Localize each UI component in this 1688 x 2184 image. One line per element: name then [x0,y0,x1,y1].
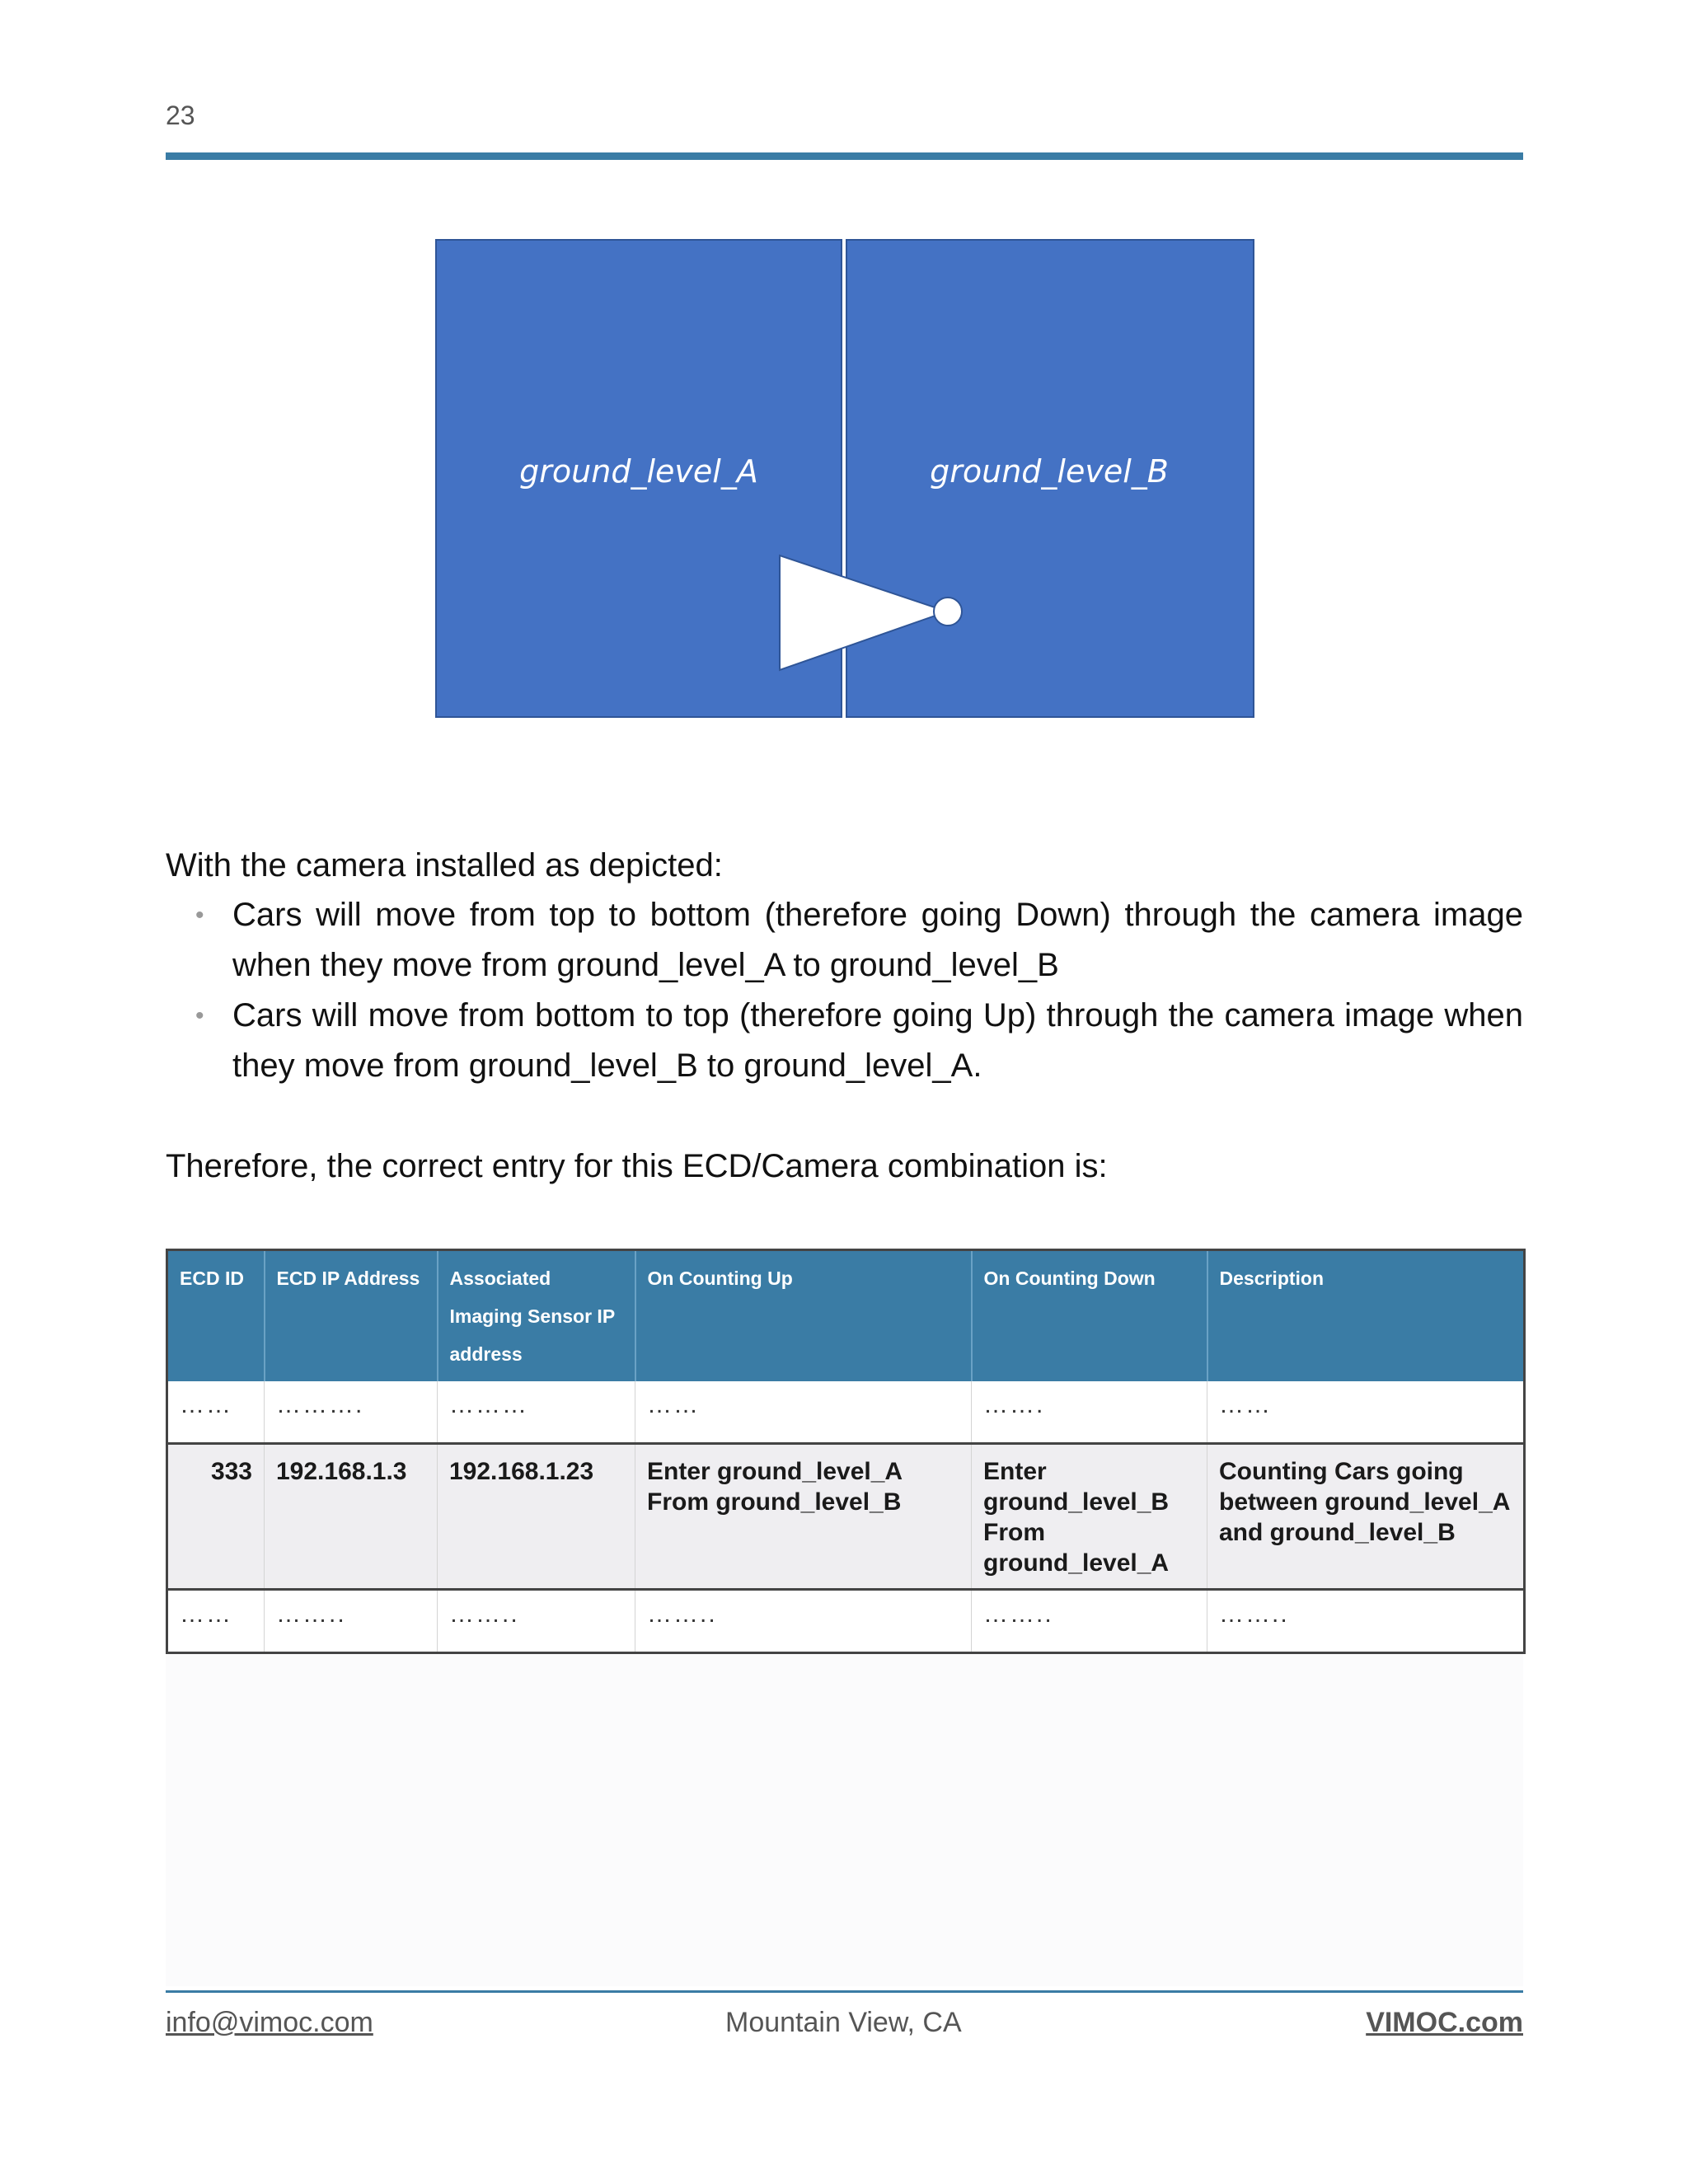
header-ecd-id: ECD ID [167,1250,265,1382]
table-cell: 192.168.1.3 [265,1444,438,1590]
table-cell: …… [167,1590,265,1653]
table-row [167,1381,1525,1444]
bullet-item: • Cars will move from top to bottom (therefore going Down) through the camera image when they move from ground_level_A to ground_level_B [166,890,1523,991]
table-cell: ………. [265,1381,438,1444]
header-rule [166,152,1523,160]
bullet-item: • Cars will move from bottom to top (therefore going Up) through the camera image when they move from ground_level_B to ground_level_A. [166,991,1523,1091]
table-cell: …….. [1207,1590,1525,1653]
header-ecd-ip: ECD IP Address [265,1250,438,1382]
bullet-icon: • [195,1002,204,1029]
page-shade [166,1628,1523,1986]
header-description: Description [1207,1250,1525,1382]
table-cell: ……. [972,1381,1207,1444]
page-number: 23 [166,101,195,130]
ecd-table [166,1249,1523,1654]
conclusion-text: Therefore, the correct entry for this ECD/Camera combination is: [166,1148,1108,1184]
header-counting-up: On Counting Up [635,1250,972,1382]
table-row [167,1444,1525,1590]
header-sensor-ip: Associated Imaging Sensor IP address [438,1250,635,1382]
table-cell: …….. [635,1590,972,1653]
table-cell: …… [167,1381,265,1444]
table-cell: 192.168.1.23 [438,1444,635,1590]
bullet-icon: • [195,902,204,929]
table-cell: …… [1207,1381,1525,1444]
table-header-row [167,1250,1525,1382]
table-cell: Enter ground_level_B From ground_level_A [972,1444,1207,1590]
table-cell: …….. [265,1590,438,1653]
table-row [167,1590,1525,1653]
bullet-list [166,890,1523,1091]
table-cell: …….. [972,1590,1207,1653]
intro-text: With the camera installed as depicted: [166,847,723,883]
zone-label-a: ground_level_A [519,453,758,490]
table-cell: 333 [167,1444,265,1590]
footer-email-link[interactable]: info@vimoc.com [166,2007,373,2038]
zone-label-b: ground_level_B [930,453,1169,490]
footer-website-link[interactable]: VIMOC.com [1366,2007,1523,2038]
camera-placement-diagram [435,239,1254,718]
table-cell: Enter ground_level_A From ground_level_B [635,1444,972,1590]
table-cell: Counting Cars going between ground_level_A and ground_level_B [1207,1444,1525,1590]
header-counting-down: On Counting Down [972,1250,1207,1382]
table-cell: …… [635,1381,972,1444]
footer-location: Mountain View, CA [725,2007,962,2038]
table-cell: …….. [438,1590,635,1653]
table-cell: ……… [438,1381,635,1444]
footer-rule [166,1990,1523,1993]
